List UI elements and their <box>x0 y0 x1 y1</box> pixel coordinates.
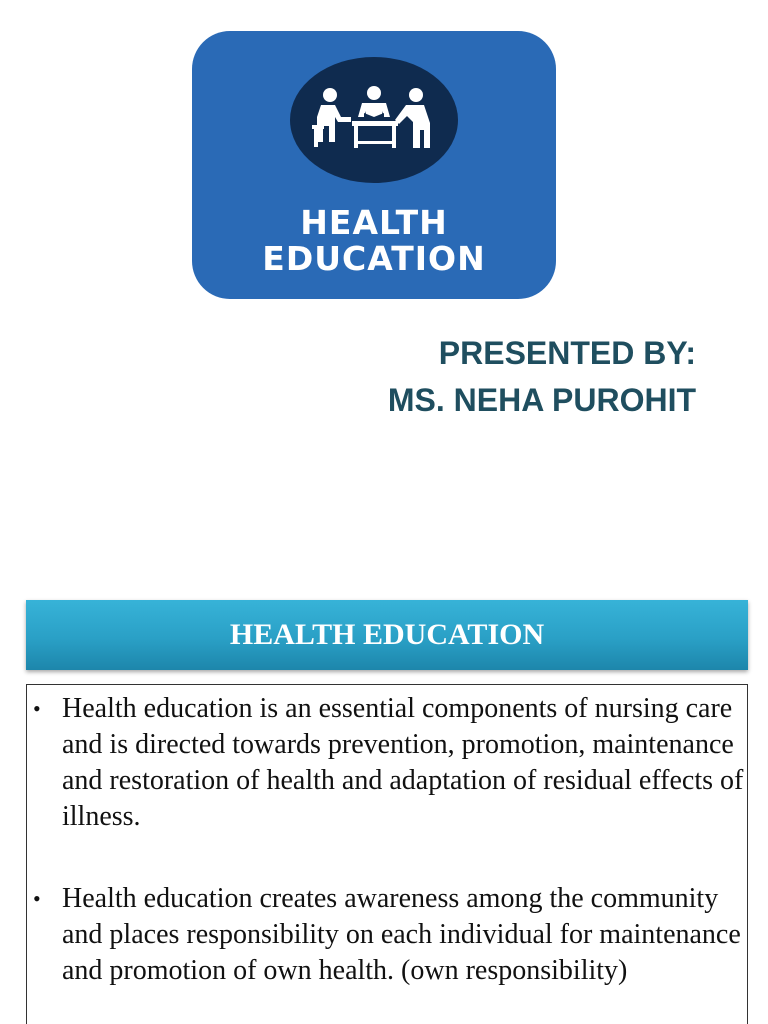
bullet-text: Health education creates awareness among the community and places responsibility on each individual for maintenance and promotion of own health. (own responsibility) <box>62 883 741 986</box>
logo-emblem <box>290 57 458 183</box>
people-at-table-icon <box>312 85 436 155</box>
slide-title-bar <box>26 600 748 670</box>
presenter-name: MS. NEHA PUROHIT <box>387 382 696 418</box>
presenter-label: PRESENTED BY: <box>438 335 696 371</box>
slide-title: HEALTH EDUCATION <box>229 618 545 651</box>
logo-title-line2: EDUCATION <box>262 239 486 278</box>
health-education-logo <box>192 31 556 299</box>
content-box <box>26 684 748 1024</box>
logo-title-line1: HEALTH <box>300 203 448 242</box>
bullet-icon: • <box>33 696 41 721</box>
bullet-text: Health education is an essential components of nursing care and is directed towards prevention, promotion, maintenance and restoration of health and adaptation of residual effects of illness. <box>62 693 744 832</box>
bullet-icon: • <box>33 886 41 911</box>
